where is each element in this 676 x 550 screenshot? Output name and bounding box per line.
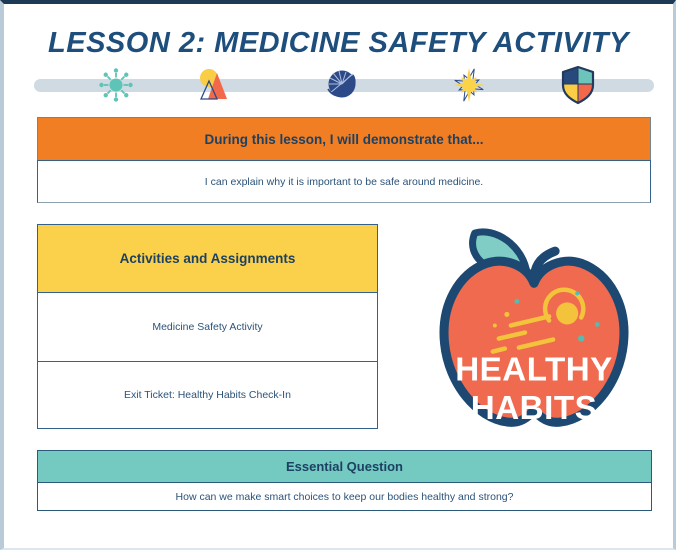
activities-header bbox=[37, 224, 378, 293]
logo-line2: HABITS bbox=[470, 389, 598, 427]
shield-icon bbox=[559, 65, 597, 110]
starburst-icon bbox=[450, 66, 488, 109]
activity-row bbox=[37, 361, 378, 429]
activity-row bbox=[37, 292, 378, 362]
essential-question-row bbox=[37, 482, 652, 511]
virus-icon bbox=[98, 67, 134, 108]
objective-header-label: During this lesson, I will demonstrate that... bbox=[204, 131, 484, 147]
essential-question-header bbox=[37, 450, 652, 483]
essential-question-text: How can we make smart choices to keep our bodies healthy and strong? bbox=[175, 490, 514, 503]
objective-header bbox=[37, 117, 651, 161]
healthy-habits-logo bbox=[428, 221, 640, 437]
objective-statement: I can explain why it is important to be safe around medicine. bbox=[204, 175, 484, 188]
activity-item: Exit Ticket: Healthy Habits Check-In bbox=[124, 389, 291, 401]
objective-statement-row bbox=[37, 160, 651, 203]
activity-item: Medicine Safety Activity bbox=[152, 321, 263, 333]
page-title: LESSON 2: MEDICINE SAFETY ACTIVITY bbox=[48, 27, 629, 59]
essential-question-header-label: Essential Question bbox=[285, 459, 404, 474]
clock-icon bbox=[322, 65, 362, 110]
mountain-sun-icon bbox=[196, 66, 232, 107]
logo-line1: HEALTHY bbox=[455, 351, 613, 389]
activities-header-label: Activities and Assignments bbox=[119, 251, 296, 266]
